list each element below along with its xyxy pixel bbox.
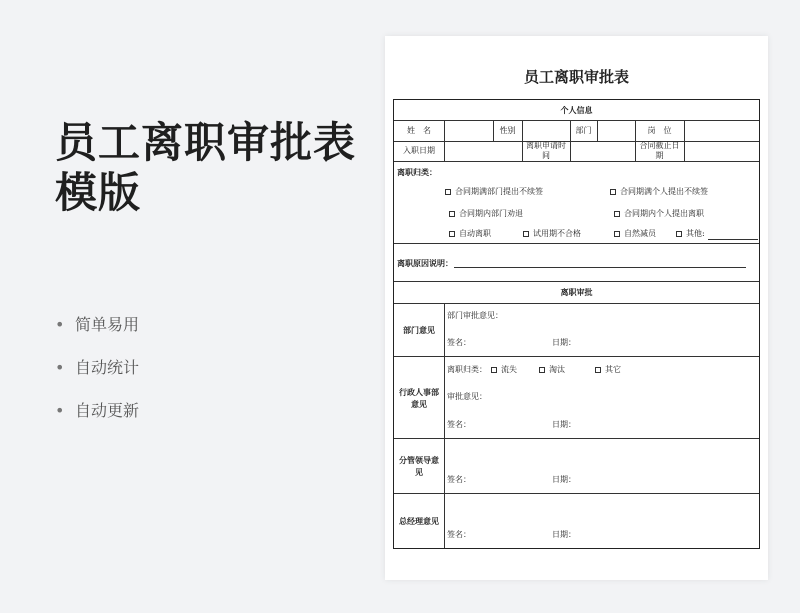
hr-option: 其它 bbox=[595, 365, 621, 375]
dept-opinion-label: 部门意见 bbox=[403, 325, 435, 335]
checkbox-icon[interactable] bbox=[539, 367, 545, 373]
hire-date-label: 入职日期 bbox=[403, 146, 435, 155]
bullet-icon: • bbox=[55, 315, 65, 334]
row-line bbox=[394, 303, 759, 304]
checkbox-icon[interactable] bbox=[449, 211, 455, 217]
category-option: 合同期内部门劝退 bbox=[449, 209, 523, 219]
hr-sign: 签名： bbox=[447, 420, 471, 429]
doc-title: 员工离职审批表 bbox=[523, 68, 629, 86]
checkbox-icon[interactable] bbox=[610, 189, 616, 195]
hr-category: 离职归类： bbox=[447, 365, 487, 374]
position-label: 岗 位 bbox=[647, 126, 672, 135]
checkbox-icon[interactable] bbox=[449, 231, 455, 237]
row-line bbox=[394, 493, 759, 494]
checkbox-icon[interactable] bbox=[676, 231, 682, 237]
row-line bbox=[394, 161, 759, 162]
hr-opinion-label: 行政人事部 意见 bbox=[399, 387, 439, 409]
category-option: 试用期不合格 bbox=[523, 229, 581, 239]
checkbox-icon[interactable] bbox=[595, 367, 601, 373]
hr-approval-opinion: 审批意见： bbox=[447, 392, 487, 401]
department-label: 部门 bbox=[575, 126, 592, 135]
row-line bbox=[394, 141, 759, 142]
personal-info-header: 个人信息 bbox=[560, 105, 593, 115]
leader-date: 日期： bbox=[552, 475, 576, 484]
dept-sign: 签名： bbox=[447, 338, 471, 347]
promo-title-line1: 员工离职审批表 bbox=[55, 118, 357, 167]
col-line bbox=[444, 120, 445, 161]
row-line bbox=[394, 438, 759, 439]
feature-item: • 自动统计 bbox=[55, 355, 139, 398]
checkbox-icon[interactable] bbox=[614, 231, 620, 237]
category-option: 自然减员 bbox=[614, 229, 656, 239]
col-line bbox=[597, 120, 598, 141]
approval-header: 离职审批 bbox=[560, 287, 593, 297]
feature-item: • 自动更新 bbox=[55, 398, 139, 441]
category-option: 合同期满部门提出不续签 bbox=[445, 187, 543, 197]
document-preview bbox=[385, 36, 768, 580]
apply-date-label: 离职申请时 间 bbox=[526, 141, 566, 160]
gm-date: 日期： bbox=[552, 530, 576, 539]
promo-title bbox=[55, 118, 356, 218]
row-line bbox=[394, 243, 759, 244]
category-label: 离职归类： bbox=[397, 167, 437, 177]
reason-underline bbox=[454, 267, 746, 268]
hr-option: 流失 bbox=[491, 365, 517, 375]
bullet-icon: • bbox=[55, 358, 65, 377]
dept-approval-opinion: 部门审批意见： bbox=[447, 311, 503, 320]
promo-title-line2: 模版 bbox=[55, 168, 142, 217]
gm-opinion-label: 总经理意见 bbox=[399, 516, 439, 526]
category-option: 合同期内个人提出离职 bbox=[614, 209, 704, 219]
hr-date: 日期： bbox=[552, 420, 576, 429]
reason-label: 离职原因说明： bbox=[397, 258, 453, 268]
checkbox-icon[interactable] bbox=[491, 367, 497, 373]
category-option: 自动离职 bbox=[449, 229, 491, 239]
hr-option: 淘汰 bbox=[539, 365, 565, 375]
col-line bbox=[684, 120, 685, 161]
checkbox-icon[interactable] bbox=[445, 189, 451, 195]
row-line bbox=[394, 356, 759, 357]
feature-item: • 简单易用 bbox=[55, 312, 139, 355]
gender-label: 性别 bbox=[499, 126, 516, 135]
checkbox-icon[interactable] bbox=[614, 211, 620, 217]
approval-form-table bbox=[393, 99, 760, 549]
gm-sign: 签名： bbox=[447, 530, 471, 539]
category-option: 合同期满个人提出不续签 bbox=[610, 187, 708, 197]
other-underline bbox=[708, 239, 758, 240]
category-option: 其他: bbox=[676, 229, 705, 239]
name-label: 姓 名 bbox=[407, 126, 431, 135]
bullet-icon: • bbox=[55, 401, 65, 420]
row-line bbox=[394, 281, 759, 282]
checkbox-icon[interactable] bbox=[523, 231, 529, 237]
dept-date: 日期： bbox=[552, 338, 576, 347]
contract-end-label: 合同截止日 期 bbox=[639, 141, 680, 160]
leader-sign: 签名： bbox=[447, 475, 471, 484]
leader-opinion-label: 分管领导意 见 bbox=[399, 455, 439, 477]
col-line bbox=[444, 303, 445, 548]
feature-list bbox=[55, 312, 139, 441]
row-line bbox=[394, 120, 759, 121]
